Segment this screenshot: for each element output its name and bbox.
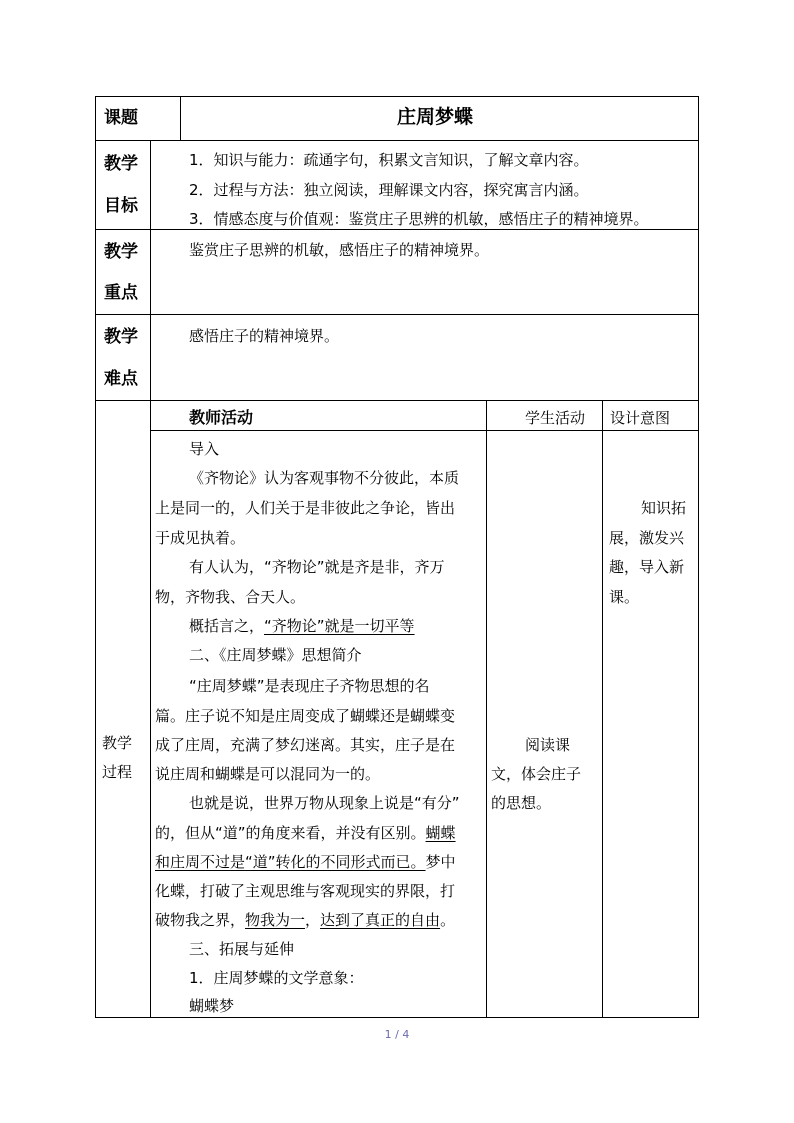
row-divider	[150, 430, 699, 431]
row-divider	[95, 229, 699, 230]
column-divider	[180, 96, 181, 140]
teacher-line: 说庄周和蝴蝶是可以混同为一的。	[155, 765, 381, 783]
teacher-underlined: “齐物论”就是一切平等	[264, 617, 415, 635]
teacher-underlined: 达到了真正的自由	[320, 911, 441, 929]
teacher-line: 物，齐物我、合天人。	[155, 588, 306, 606]
student-line: 文，体会庄子	[491, 765, 582, 783]
teacher-line: “庄周梦蝶”是表现庄子齐物思想的名	[189, 677, 430, 695]
teacher-underlined: 和庄周不过是“道”转化的不同形式而已。	[155, 853, 426, 871]
teacher-underlined: 蝴蝶	[425, 824, 456, 842]
teacher-line: 蝴蝶梦	[189, 997, 235, 1015]
teacher-text: 概括言之，	[189, 617, 265, 635]
teacher-underlined: 物我为一	[245, 911, 306, 929]
page-number: 1 / 4	[384, 1028, 410, 1041]
difficulty-label-2: 难点	[104, 369, 138, 389]
keypoint-text: 鉴赏庄子思辨的机敏，感悟庄子的精神境界。	[189, 241, 490, 259]
teacher-text: 的，但从“道”的角度来看，并没有区别。	[155, 824, 426, 842]
row-divider	[95, 400, 699, 401]
teacher-text: ，	[305, 911, 321, 929]
teacher-line: 化蝶，打破了主观思维与客观现实的界限，打	[155, 882, 456, 900]
process-label-2: 过程	[102, 763, 133, 781]
difficulty-text: 感悟庄子的精神境界。	[189, 327, 340, 345]
keypoint-label-1: 教学	[104, 242, 138, 262]
teacher-line: 二、《庄周梦蝶》思想简介	[189, 646, 362, 664]
design-line: 课。	[609, 588, 640, 606]
teacher-line: 三、拓展与延伸	[189, 940, 295, 958]
teacher-line: 《齐物论》认为客观事物不分彼此，本质	[189, 469, 460, 487]
teacher-line: 导入	[189, 440, 220, 458]
teacher-line	[155, 823, 456, 843]
teacher-line: 也就是说，世界万物从现象上说是“有分”	[189, 794, 460, 812]
goal-item: 1．知识与能力：疏通字句，积累文言知识，了解文章内容。	[189, 151, 589, 169]
teacher-line: 1．庄周梦蝶的文学意象：	[189, 969, 364, 987]
difficulty-label-1: 教学	[104, 327, 138, 347]
col-teacher-header: 教师活动	[189, 408, 254, 427]
row-divider	[95, 140, 699, 141]
row-divider	[95, 314, 699, 315]
col-design-header: 设计意图	[610, 409, 671, 427]
teacher-line: 成了庄周，充满了梦幻迷离。其实，庄子是在	[155, 736, 456, 754]
student-line: 的思想。	[491, 794, 552, 812]
page-title: 庄周梦蝶	[397, 106, 474, 128]
design-line: 展，激发兴	[609, 529, 685, 547]
design-line: 知识拓	[641, 499, 687, 517]
design-line: 趣，导入新	[609, 558, 685, 576]
teacher-line	[189, 616, 415, 636]
teacher-text: 梦中	[425, 853, 456, 871]
teacher-text: 。	[440, 911, 456, 929]
teacher-line: 篇。庄子说不知是庄周变成了蝴蝶还是蝴蝶变	[155, 707, 456, 725]
goal-item: 3．情感态度与价值观：鉴赏庄子思辨的机敏，感悟庄子的精神境界。	[189, 210, 649, 228]
teacher-line: 有人认为，“齐物论”就是齐是非，齐万	[189, 558, 445, 576]
teacher-line: 上是同一的，人们关于是非彼此之争论，皆出	[155, 499, 456, 517]
student-line: 阅读课	[525, 736, 571, 754]
teacher-line	[155, 910, 455, 930]
teacher-line	[155, 852, 456, 872]
goal-item: 2．过程与方法：独立阅读，理解课文内容，探究寓言内涵。	[189, 181, 589, 199]
column-divider	[150, 140, 151, 1018]
teacher-line: 于成见执着。	[155, 529, 246, 547]
goals-label-2: 目标	[104, 196, 138, 216]
title-label: 课题	[104, 108, 138, 128]
column-divider	[486, 400, 487, 1018]
process-label-1: 教学	[102, 734, 133, 752]
goals-label-1: 教学	[104, 154, 138, 174]
column-divider	[602, 400, 603, 1018]
keypoint-label-2: 重点	[104, 283, 138, 303]
teacher-text: 破物我之界，	[155, 911, 246, 929]
col-student-header: 学生活动	[525, 409, 586, 427]
